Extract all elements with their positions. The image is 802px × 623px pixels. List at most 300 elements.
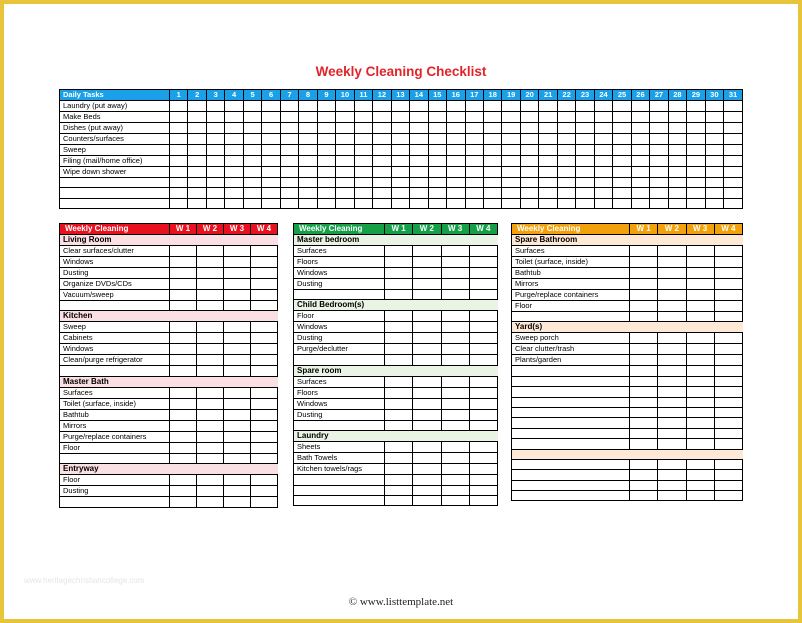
check-cell[interactable] [373,188,391,198]
check-cell[interactable] [385,442,413,453]
check-cell[interactable] [686,290,714,301]
check-cell[interactable] [243,101,261,112]
check-cell[interactable] [197,366,224,376]
check-cell[interactable] [206,123,224,134]
check-cell[interactable] [262,178,280,188]
check-cell[interactable] [539,134,557,145]
check-cell[interactable] [410,188,428,198]
check-cell[interactable] [251,497,278,507]
check-cell[interactable] [206,188,224,198]
check-cell[interactable] [385,279,413,290]
check-cell[interactable] [483,167,501,178]
check-cell[interactable] [714,344,742,355]
check-cell[interactable] [224,486,251,497]
check-cell[interactable] [686,439,714,449]
check-cell[interactable] [630,480,658,490]
check-cell[interactable] [630,459,658,469]
check-cell[interactable] [225,188,243,198]
check-cell[interactable] [714,366,742,376]
check-cell[interactable] [243,178,261,188]
check-cell[interactable] [336,101,354,112]
check-cell[interactable] [251,268,278,279]
check-cell[interactable] [170,145,188,156]
check-cell[interactable] [225,101,243,112]
check-cell[interactable] [687,156,705,167]
check-cell[interactable] [705,134,723,145]
check-cell[interactable] [170,198,188,208]
check-cell[interactable] [705,156,723,167]
check-cell[interactable] [224,355,251,366]
check-cell[interactable] [630,439,658,449]
check-cell[interactable] [441,290,469,300]
check-cell[interactable] [262,167,280,178]
check-cell[interactable] [243,188,261,198]
check-cell[interactable] [336,198,354,208]
check-cell[interactable] [206,198,224,208]
check-cell[interactable] [299,145,317,156]
check-cell[interactable] [613,101,631,112]
check-cell[interactable] [714,407,742,417]
check-cell[interactable] [224,420,251,431]
check-cell[interactable] [658,333,686,344]
check-cell[interactable] [613,178,631,188]
check-cell[interactable] [465,112,483,123]
check-cell[interactable] [251,475,278,486]
check-cell[interactable] [413,333,441,344]
check-cell[interactable] [413,311,441,322]
check-cell[interactable] [631,112,649,123]
check-cell[interactable] [441,475,469,485]
check-cell[interactable] [447,145,465,156]
check-cell[interactable] [188,134,206,145]
check-cell[interactable] [262,198,280,208]
check-cell[interactable] [251,486,278,497]
check-cell[interactable] [714,480,742,490]
check-cell[interactable] [299,101,317,112]
check-cell[interactable] [630,268,658,279]
check-cell[interactable] [502,101,520,112]
check-cell[interactable] [354,134,372,145]
check-cell[interactable] [539,145,557,156]
check-cell[interactable] [428,178,446,188]
check-cell[interactable] [447,178,465,188]
check-cell[interactable] [465,101,483,112]
check-cell[interactable] [225,178,243,188]
check-cell[interactable] [391,178,409,188]
check-cell[interactable] [336,188,354,198]
check-cell[interactable] [520,156,538,167]
check-cell[interactable] [428,101,446,112]
check-cell[interactable] [428,156,446,167]
check-cell[interactable] [413,355,441,365]
check-cell[interactable] [686,301,714,312]
check-cell[interactable] [170,268,197,279]
check-cell[interactable] [668,123,686,134]
check-cell[interactable] [469,485,497,495]
check-cell[interactable] [686,397,714,407]
check-cell[interactable] [469,420,497,430]
check-cell[interactable] [385,355,413,365]
check-cell[interactable] [317,112,335,123]
check-cell[interactable] [613,156,631,167]
check-cell[interactable] [317,198,335,208]
check-cell[interactable] [170,134,188,145]
check-cell[interactable] [658,344,686,355]
check-cell[interactable] [336,145,354,156]
check-cell[interactable] [206,167,224,178]
check-cell[interactable] [465,123,483,134]
check-cell[interactable] [299,188,317,198]
check-cell[interactable] [170,366,197,376]
check-cell[interactable] [243,145,261,156]
check-cell[interactable] [705,123,723,134]
check-cell[interactable] [251,344,278,355]
check-cell[interactable] [469,279,497,290]
check-cell[interactable] [336,123,354,134]
check-cell[interactable] [413,475,441,485]
check-cell[interactable] [668,198,686,208]
check-cell[interactable] [539,178,557,188]
check-cell[interactable] [668,145,686,156]
check-cell[interactable] [385,464,413,475]
check-cell[interactable] [557,123,575,134]
check-cell[interactable] [686,428,714,438]
check-cell[interactable] [441,442,469,453]
check-cell[interactable] [630,376,658,386]
check-cell[interactable] [410,112,428,123]
check-cell[interactable] [557,145,575,156]
check-cell[interactable] [373,198,391,208]
check-cell[interactable] [170,322,197,333]
check-cell[interactable] [594,178,612,188]
check-cell[interactable] [650,101,668,112]
check-cell[interactable] [225,145,243,156]
check-cell[interactable] [469,387,497,398]
check-cell[interactable] [613,134,631,145]
check-cell[interactable] [391,112,409,123]
check-cell[interactable] [225,123,243,134]
check-cell[interactable] [705,198,723,208]
check-cell[interactable] [714,355,742,366]
check-cell[interactable] [658,418,686,428]
check-cell[interactable] [197,246,224,257]
check-cell[interactable] [224,344,251,355]
check-cell[interactable] [197,257,224,268]
check-cell[interactable] [413,442,441,453]
check-cell[interactable] [262,123,280,134]
check-cell[interactable] [520,167,538,178]
check-cell[interactable] [197,497,224,507]
check-cell[interactable] [317,156,335,167]
check-cell[interactable] [428,145,446,156]
check-cell[interactable] [714,257,742,268]
check-cell[interactable] [170,333,197,344]
check-cell[interactable] [594,101,612,112]
check-cell[interactable] [469,333,497,344]
check-cell[interactable] [413,420,441,430]
check-cell[interactable] [413,344,441,355]
check-cell[interactable] [299,123,317,134]
check-cell[interactable] [385,257,413,268]
check-cell[interactable] [650,156,668,167]
check-cell[interactable] [631,156,649,167]
check-cell[interactable] [206,134,224,145]
check-cell[interactable] [576,188,594,198]
check-cell[interactable] [447,134,465,145]
check-cell[interactable] [686,470,714,480]
check-cell[interactable] [197,344,224,355]
check-cell[interactable] [724,188,743,198]
check-cell[interactable] [441,495,469,505]
check-cell[interactable] [557,167,575,178]
check-cell[interactable] [630,301,658,312]
check-cell[interactable] [658,387,686,397]
check-cell[interactable] [714,312,742,322]
check-cell[interactable] [197,398,224,409]
check-cell[interactable] [317,145,335,156]
check-cell[interactable] [714,290,742,301]
check-cell[interactable] [576,123,594,134]
check-cell[interactable] [658,312,686,322]
check-cell[interactable] [336,156,354,167]
check-cell[interactable] [413,387,441,398]
check-cell[interactable] [658,290,686,301]
check-cell[interactable] [385,475,413,485]
check-cell[interactable] [576,101,594,112]
check-cell[interactable] [373,123,391,134]
check-cell[interactable] [280,101,298,112]
check-cell[interactable] [650,123,668,134]
check-cell[interactable] [613,112,631,123]
check-cell[interactable] [714,246,742,257]
check-cell[interactable] [441,257,469,268]
check-cell[interactable] [410,178,428,188]
check-cell[interactable] [373,167,391,178]
check-cell[interactable] [630,407,658,417]
check-cell[interactable] [224,398,251,409]
check-cell[interactable] [385,485,413,495]
check-cell[interactable] [170,355,197,366]
check-cell[interactable] [428,167,446,178]
check-cell[interactable] [447,167,465,178]
check-cell[interactable] [224,246,251,257]
check-cell[interactable] [502,145,520,156]
check-cell[interactable] [413,279,441,290]
check-cell[interactable] [705,188,723,198]
check-cell[interactable] [441,398,469,409]
check-cell[interactable] [658,268,686,279]
check-cell[interactable] [197,301,224,311]
check-cell[interactable] [668,178,686,188]
check-cell[interactable] [251,257,278,268]
check-cell[interactable] [687,167,705,178]
check-cell[interactable] [188,101,206,112]
check-cell[interactable] [668,167,686,178]
check-cell[interactable] [170,279,197,290]
check-cell[interactable] [469,311,497,322]
check-cell[interactable] [714,387,742,397]
check-cell[interactable] [557,198,575,208]
check-cell[interactable] [197,279,224,290]
check-cell[interactable] [613,188,631,198]
check-cell[interactable] [469,409,497,420]
check-cell[interactable] [170,257,197,268]
check-cell[interactable] [441,376,469,387]
check-cell[interactable] [502,123,520,134]
check-cell[interactable] [686,480,714,490]
check-cell[interactable] [225,134,243,145]
check-cell[interactable] [465,145,483,156]
check-cell[interactable] [687,112,705,123]
check-cell[interactable] [483,123,501,134]
check-cell[interactable] [441,333,469,344]
check-cell[interactable] [251,246,278,257]
check-cell[interactable] [724,178,743,188]
check-cell[interactable] [197,333,224,344]
check-cell[interactable] [243,134,261,145]
check-cell[interactable] [557,134,575,145]
check-cell[interactable] [354,198,372,208]
check-cell[interactable] [385,246,413,257]
check-cell[interactable] [385,453,413,464]
check-cell[interactable] [206,156,224,167]
check-cell[interactable] [520,101,538,112]
check-cell[interactable] [197,442,224,453]
check-cell[interactable] [714,439,742,449]
check-cell[interactable] [447,101,465,112]
check-cell[interactable] [658,439,686,449]
check-cell[interactable] [724,156,743,167]
check-cell[interactable] [686,312,714,322]
check-cell[interactable] [686,376,714,386]
check-cell[interactable] [557,112,575,123]
check-cell[interactable] [539,167,557,178]
check-cell[interactable] [441,409,469,420]
check-cell[interactable] [686,459,714,469]
check-cell[interactable] [465,188,483,198]
check-cell[interactable] [686,257,714,268]
check-cell[interactable] [170,112,188,123]
check-cell[interactable] [686,355,714,366]
check-cell[interactable] [705,101,723,112]
check-cell[interactable] [687,123,705,134]
check-cell[interactable] [188,123,206,134]
check-cell[interactable] [280,156,298,167]
check-cell[interactable] [557,101,575,112]
check-cell[interactable] [686,366,714,376]
check-cell[interactable] [502,198,520,208]
check-cell[interactable] [170,301,197,311]
check-cell[interactable] [428,198,446,208]
check-cell[interactable] [594,145,612,156]
check-cell[interactable] [224,257,251,268]
check-cell[interactable] [724,123,743,134]
check-cell[interactable] [413,409,441,420]
check-cell[interactable] [520,134,538,145]
check-cell[interactable] [385,398,413,409]
check-cell[interactable] [170,442,197,453]
check-cell[interactable] [658,355,686,366]
check-cell[interactable] [483,156,501,167]
check-cell[interactable] [413,322,441,333]
check-cell[interactable] [197,290,224,301]
check-cell[interactable] [447,188,465,198]
check-cell[interactable] [170,156,188,167]
check-cell[interactable] [658,366,686,376]
check-cell[interactable] [251,387,278,398]
check-cell[interactable] [630,279,658,290]
check-cell[interactable] [469,475,497,485]
check-cell[interactable] [225,167,243,178]
check-cell[interactable] [354,145,372,156]
check-cell[interactable] [428,188,446,198]
check-cell[interactable] [251,290,278,301]
check-cell[interactable] [224,409,251,420]
check-cell[interactable] [385,495,413,505]
check-cell[interactable] [557,156,575,167]
check-cell[interactable] [539,156,557,167]
check-cell[interactable] [413,485,441,495]
check-cell[interactable] [613,167,631,178]
check-cell[interactable] [447,112,465,123]
check-cell[interactable] [354,188,372,198]
check-cell[interactable] [280,145,298,156]
check-cell[interactable] [385,420,413,430]
check-cell[interactable] [668,156,686,167]
check-cell[interactable] [262,145,280,156]
check-cell[interactable] [539,188,557,198]
check-cell[interactable] [594,134,612,145]
check-cell[interactable] [714,470,742,480]
check-cell[interactable] [668,188,686,198]
check-cell[interactable] [413,376,441,387]
check-cell[interactable] [724,112,743,123]
check-cell[interactable] [391,134,409,145]
check-cell[interactable] [224,290,251,301]
check-cell[interactable] [576,178,594,188]
check-cell[interactable] [224,268,251,279]
check-cell[interactable] [520,178,538,188]
check-cell[interactable] [262,112,280,123]
check-cell[interactable] [686,344,714,355]
check-cell[interactable] [243,198,261,208]
check-cell[interactable] [705,167,723,178]
check-cell[interactable] [225,198,243,208]
check-cell[interactable] [170,178,188,188]
check-cell[interactable] [410,101,428,112]
check-cell[interactable] [441,279,469,290]
check-cell[interactable] [658,428,686,438]
check-cell[interactable] [197,322,224,333]
check-cell[interactable] [613,123,631,134]
check-cell[interactable] [224,453,251,463]
check-cell[interactable] [594,167,612,178]
check-cell[interactable] [630,257,658,268]
check-cell[interactable] [197,387,224,398]
check-cell[interactable] [391,101,409,112]
check-cell[interactable] [197,431,224,442]
check-cell[interactable] [714,418,742,428]
check-cell[interactable] [705,112,723,123]
check-cell[interactable] [441,246,469,257]
check-cell[interactable] [170,420,197,431]
check-cell[interactable] [630,355,658,366]
check-cell[interactable] [594,112,612,123]
check-cell[interactable] [520,123,538,134]
check-cell[interactable] [539,112,557,123]
check-cell[interactable] [373,178,391,188]
check-cell[interactable] [469,398,497,409]
